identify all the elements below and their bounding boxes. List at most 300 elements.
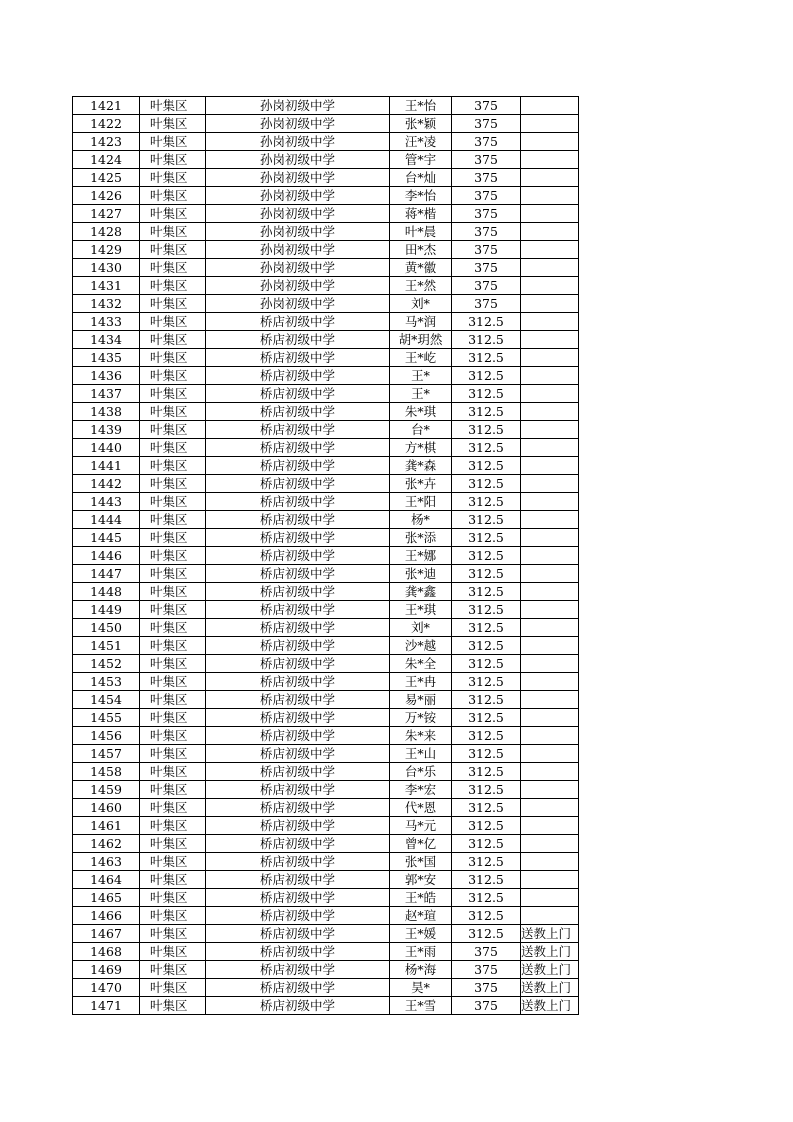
score-cell: 375 (452, 97, 521, 115)
name-cell: 沙*越 (390, 637, 452, 655)
score-cell: 312.5 (452, 421, 521, 439)
district-cell: 叶集区 (140, 511, 206, 529)
score-cell: 312.5 (452, 529, 521, 547)
district-cell: 叶集区 (140, 835, 206, 853)
school-cell: 桥店初级中学 (206, 691, 390, 709)
table-row (73, 961, 579, 979)
table-row (73, 655, 579, 673)
name-cell: 王*然 (390, 277, 452, 295)
table-row (73, 223, 579, 241)
row-number-cell: 1427 (73, 205, 140, 223)
note-cell (521, 151, 579, 169)
table-row (73, 709, 579, 727)
note-cell (521, 655, 579, 673)
district-cell: 叶集区 (140, 763, 206, 781)
note-cell (521, 565, 579, 583)
row-number-cell: 1467 (73, 925, 140, 943)
school-cell: 桥店初级中学 (206, 799, 390, 817)
district-cell: 叶集区 (140, 367, 206, 385)
table-row (73, 943, 579, 961)
name-cell: 王*媛 (390, 925, 452, 943)
row-number-cell: 1437 (73, 385, 140, 403)
score-cell: 375 (452, 115, 521, 133)
score-cell: 375 (452, 187, 521, 205)
score-cell: 312.5 (452, 403, 521, 421)
row-number-cell: 1452 (73, 655, 140, 673)
school-cell: 桥店初级中学 (206, 367, 390, 385)
district-cell: 叶集区 (140, 475, 206, 493)
school-cell: 桥店初级中学 (206, 961, 390, 979)
row-number-cell: 1453 (73, 673, 140, 691)
score-cell: 312.5 (452, 367, 521, 385)
school-cell: 桥店初级中学 (206, 727, 390, 745)
table-row (73, 493, 579, 511)
score-cell: 312.5 (452, 889, 521, 907)
table-row (73, 547, 579, 565)
district-cell: 叶集区 (140, 331, 206, 349)
score-cell: 312.5 (452, 799, 521, 817)
table-row (73, 367, 579, 385)
score-cell: 312.5 (452, 673, 521, 691)
name-cell: 曾*亿 (390, 835, 452, 853)
district-cell: 叶集区 (140, 547, 206, 565)
row-number-cell: 1466 (73, 907, 140, 925)
name-cell: 朱*琪 (390, 403, 452, 421)
note-cell (521, 601, 579, 619)
note-cell (521, 781, 579, 799)
score-cell: 375 (452, 295, 521, 313)
district-cell: 叶集区 (140, 421, 206, 439)
table-row (73, 511, 579, 529)
district-cell: 叶集区 (140, 313, 206, 331)
note-cell (521, 709, 579, 727)
row-number-cell: 1430 (73, 259, 140, 277)
district-cell: 叶集区 (140, 601, 206, 619)
score-cell: 312.5 (452, 781, 521, 799)
row-number-cell: 1425 (73, 169, 140, 187)
district-cell: 叶集区 (140, 403, 206, 421)
row-number-cell: 1455 (73, 709, 140, 727)
score-cell: 312.5 (452, 817, 521, 835)
school-cell: 桥店初级中学 (206, 781, 390, 799)
score-cell: 312.5 (452, 655, 521, 673)
row-number-cell: 1428 (73, 223, 140, 241)
row-number-cell: 1454 (73, 691, 140, 709)
score-cell: 312.5 (452, 385, 521, 403)
note-cell (521, 529, 579, 547)
note-cell (521, 763, 579, 781)
score-cell: 312.5 (452, 511, 521, 529)
district-cell: 叶集区 (140, 133, 206, 151)
name-cell: 李*怡 (390, 187, 452, 205)
table-row (73, 169, 579, 187)
table-row (73, 565, 579, 583)
name-cell: 张*颖 (390, 115, 452, 133)
name-cell: 龚*鑫 (390, 583, 452, 601)
note-cell (521, 205, 579, 223)
table-row (73, 133, 579, 151)
note-cell (521, 421, 579, 439)
school-cell: 桥店初级中学 (206, 763, 390, 781)
district-cell: 叶集区 (140, 673, 206, 691)
score-cell: 375 (452, 223, 521, 241)
name-cell: 刘* (390, 295, 452, 313)
note-cell (521, 169, 579, 187)
school-cell: 孙岗初级中学 (206, 187, 390, 205)
score-cell: 375 (452, 961, 521, 979)
school-cell: 桥店初级中学 (206, 511, 390, 529)
district-cell: 叶集区 (140, 115, 206, 133)
district-cell: 叶集区 (140, 925, 206, 943)
name-cell: 张*国 (390, 853, 452, 871)
school-cell: 桥店初级中学 (206, 421, 390, 439)
name-cell: 朱*来 (390, 727, 452, 745)
note-cell (521, 907, 579, 925)
table-row (73, 421, 579, 439)
note-cell: 送教上门 (521, 925, 579, 943)
school-cell: 桥店初级中学 (206, 475, 390, 493)
school-cell: 桥店初级中学 (206, 709, 390, 727)
district-cell: 叶集区 (140, 817, 206, 835)
school-cell: 孙岗初级中学 (206, 277, 390, 295)
row-number-cell: 1459 (73, 781, 140, 799)
district-cell: 叶集区 (140, 529, 206, 547)
district-cell: 叶集区 (140, 205, 206, 223)
school-cell: 孙岗初级中学 (206, 223, 390, 241)
score-cell: 375 (452, 151, 521, 169)
school-cell: 桥店初级中学 (206, 529, 390, 547)
table-row (73, 763, 579, 781)
district-cell: 叶集区 (140, 889, 206, 907)
table-row (73, 313, 579, 331)
table-row (73, 619, 579, 637)
score-cell: 312.5 (452, 709, 521, 727)
score-cell: 312.5 (452, 619, 521, 637)
table-row (73, 979, 579, 997)
school-cell: 桥店初级中学 (206, 817, 390, 835)
district-cell: 叶集区 (140, 277, 206, 295)
table-row (73, 637, 579, 655)
row-number-cell: 1439 (73, 421, 140, 439)
row-number-cell: 1456 (73, 727, 140, 745)
score-cell: 375 (452, 943, 521, 961)
note-cell: 送教上门 (521, 961, 579, 979)
table-row (73, 529, 579, 547)
row-number-cell: 1434 (73, 331, 140, 349)
table-row (73, 349, 579, 367)
school-cell: 孙岗初级中学 (206, 151, 390, 169)
note-cell (521, 673, 579, 691)
note-cell (521, 367, 579, 385)
district-cell: 叶集区 (140, 187, 206, 205)
row-number-cell: 1440 (73, 439, 140, 457)
name-cell: 刘* (390, 619, 452, 637)
note-cell (521, 187, 579, 205)
district-cell: 叶集区 (140, 583, 206, 601)
table-row (73, 673, 579, 691)
school-cell: 孙岗初级中学 (206, 259, 390, 277)
table-row (73, 439, 579, 457)
name-cell: 马*润 (390, 313, 452, 331)
table-row (73, 241, 579, 259)
table-row (73, 925, 579, 943)
name-cell: 蒋*楷 (390, 205, 452, 223)
name-cell: 易*丽 (390, 691, 452, 709)
district-cell: 叶集区 (140, 979, 206, 997)
name-cell: 郭*安 (390, 871, 452, 889)
note-cell (521, 385, 579, 403)
row-number-cell: 1462 (73, 835, 140, 853)
note-cell (521, 835, 579, 853)
district-cell: 叶集区 (140, 637, 206, 655)
score-cell: 312.5 (452, 439, 521, 457)
note-cell (521, 457, 579, 475)
school-cell: 桥店初级中学 (206, 619, 390, 637)
row-number-cell: 1445 (73, 529, 140, 547)
row-number-cell: 1426 (73, 187, 140, 205)
score-cell: 312.5 (452, 871, 521, 889)
note-cell (521, 475, 579, 493)
district-cell: 叶集区 (140, 655, 206, 673)
score-cell: 312.5 (452, 907, 521, 925)
table-row (73, 997, 579, 1015)
district-cell: 叶集区 (140, 619, 206, 637)
district-cell: 叶集区 (140, 439, 206, 457)
row-number-cell: 1449 (73, 601, 140, 619)
district-cell: 叶集区 (140, 853, 206, 871)
score-cell: 375 (452, 169, 521, 187)
school-cell: 桥店初级中学 (206, 871, 390, 889)
name-cell: 马*元 (390, 817, 452, 835)
note-cell (521, 619, 579, 637)
school-cell: 桥店初级中学 (206, 907, 390, 925)
district-cell: 叶集区 (140, 97, 206, 115)
table-row (73, 691, 579, 709)
row-number-cell: 1469 (73, 961, 140, 979)
score-cell: 312.5 (452, 637, 521, 655)
row-number-cell: 1460 (73, 799, 140, 817)
name-cell: 王*雪 (390, 997, 452, 1015)
table-row (73, 727, 579, 745)
name-cell: 王*屹 (390, 349, 452, 367)
row-number-cell: 1431 (73, 277, 140, 295)
note-cell (521, 547, 579, 565)
school-cell: 桥店初级中学 (206, 979, 390, 997)
row-number-cell: 1471 (73, 997, 140, 1015)
score-cell: 312.5 (452, 547, 521, 565)
score-cell: 375 (452, 205, 521, 223)
table-row (73, 853, 579, 871)
table-row (73, 457, 579, 475)
name-cell: 张*添 (390, 529, 452, 547)
note-cell (521, 349, 579, 367)
note-cell (521, 583, 579, 601)
row-number-cell: 1443 (73, 493, 140, 511)
district-cell: 叶集区 (140, 799, 206, 817)
school-cell: 桥店初级中学 (206, 349, 390, 367)
name-cell: 田*杰 (390, 241, 452, 259)
table-body (73, 97, 579, 1015)
score-cell: 375 (452, 133, 521, 151)
note-cell (521, 853, 579, 871)
name-cell: 代*恩 (390, 799, 452, 817)
school-cell: 桥店初级中学 (206, 655, 390, 673)
row-number-cell: 1433 (73, 313, 140, 331)
row-number-cell: 1447 (73, 565, 140, 583)
score-cell: 375 (452, 997, 521, 1015)
note-cell (521, 115, 579, 133)
school-cell: 桥店初级中学 (206, 439, 390, 457)
name-cell: 李*宏 (390, 781, 452, 799)
school-cell: 孙岗初级中学 (206, 241, 390, 259)
name-cell: 王*怡 (390, 97, 452, 115)
table-row (73, 115, 579, 133)
row-number-cell: 1461 (73, 817, 140, 835)
district-cell: 叶集区 (140, 457, 206, 475)
note-cell (521, 313, 579, 331)
name-cell: 龚*森 (390, 457, 452, 475)
district-cell: 叶集区 (140, 223, 206, 241)
table-row (73, 889, 579, 907)
district-cell: 叶集区 (140, 385, 206, 403)
score-cell: 375 (452, 979, 521, 997)
table-row (73, 403, 579, 421)
name-cell: 王*娜 (390, 547, 452, 565)
school-cell: 桥店初级中学 (206, 547, 390, 565)
row-number-cell: 1435 (73, 349, 140, 367)
district-cell: 叶集区 (140, 565, 206, 583)
district-cell: 叶集区 (140, 781, 206, 799)
district-cell: 叶集区 (140, 151, 206, 169)
name-cell: 昊* (390, 979, 452, 997)
note-cell (521, 259, 579, 277)
row-number-cell: 1451 (73, 637, 140, 655)
score-cell: 312.5 (452, 313, 521, 331)
district-cell: 叶集区 (140, 727, 206, 745)
table-row (73, 907, 579, 925)
district-cell: 叶集区 (140, 259, 206, 277)
school-cell: 桥店初级中学 (206, 925, 390, 943)
name-cell: 叶*晨 (390, 223, 452, 241)
district-cell: 叶集区 (140, 493, 206, 511)
note-cell (521, 97, 579, 115)
score-cell: 312.5 (452, 763, 521, 781)
name-cell: 张*卉 (390, 475, 452, 493)
name-cell: 张*迪 (390, 565, 452, 583)
row-number-cell: 1450 (73, 619, 140, 637)
table-row (73, 817, 579, 835)
name-cell: 王*山 (390, 745, 452, 763)
note-cell: 送教上门 (521, 997, 579, 1015)
row-number-cell: 1422 (73, 115, 140, 133)
district-cell: 叶集区 (140, 871, 206, 889)
table-row (73, 475, 579, 493)
school-cell: 桥店初级中学 (206, 457, 390, 475)
name-cell: 杨* (390, 511, 452, 529)
note-cell (521, 871, 579, 889)
score-cell: 312.5 (452, 457, 521, 475)
note-cell (521, 331, 579, 349)
row-number-cell: 1444 (73, 511, 140, 529)
score-cell: 312.5 (452, 475, 521, 493)
name-cell: 黄*徽 (390, 259, 452, 277)
school-cell: 孙岗初级中学 (206, 115, 390, 133)
note-cell (521, 691, 579, 709)
name-cell: 台*乐 (390, 763, 452, 781)
row-number-cell: 1470 (73, 979, 140, 997)
district-cell: 叶集区 (140, 169, 206, 187)
district-cell: 叶集区 (140, 709, 206, 727)
note-cell (521, 295, 579, 313)
name-cell: 杨*海 (390, 961, 452, 979)
note-cell (521, 241, 579, 259)
school-cell: 桥店初级中学 (206, 601, 390, 619)
table-row (73, 745, 579, 763)
name-cell: 台*灿 (390, 169, 452, 187)
score-cell: 312.5 (452, 925, 521, 943)
row-number-cell: 1432 (73, 295, 140, 313)
note-cell (521, 511, 579, 529)
note-cell (521, 637, 579, 655)
row-number-cell: 1457 (73, 745, 140, 763)
name-cell: 王*皓 (390, 889, 452, 907)
table-row (73, 151, 579, 169)
district-cell: 叶集区 (140, 691, 206, 709)
name-cell: 胡*玥然 (390, 331, 452, 349)
table-row (73, 799, 579, 817)
table-row (73, 205, 579, 223)
school-cell: 桥店初级中学 (206, 889, 390, 907)
district-cell: 叶集区 (140, 997, 206, 1015)
district-cell: 叶集区 (140, 907, 206, 925)
district-cell: 叶集区 (140, 745, 206, 763)
table-row (73, 97, 579, 115)
row-number-cell: 1468 (73, 943, 140, 961)
note-cell (521, 745, 579, 763)
row-number-cell: 1464 (73, 871, 140, 889)
school-cell: 桥店初级中学 (206, 745, 390, 763)
note-cell (521, 133, 579, 151)
note-cell (521, 727, 579, 745)
note-cell (521, 439, 579, 457)
name-cell: 王*阳 (390, 493, 452, 511)
district-cell: 叶集区 (140, 943, 206, 961)
row-number-cell: 1441 (73, 457, 140, 475)
score-cell: 312.5 (452, 493, 521, 511)
row-number-cell: 1463 (73, 853, 140, 871)
table-row (73, 583, 579, 601)
score-cell: 312.5 (452, 583, 521, 601)
name-cell: 王*琪 (390, 601, 452, 619)
row-number-cell: 1442 (73, 475, 140, 493)
table-row (73, 385, 579, 403)
school-cell: 桥店初级中学 (206, 565, 390, 583)
school-cell: 桥店初级中学 (206, 385, 390, 403)
score-cell: 375 (452, 277, 521, 295)
row-number-cell: 1458 (73, 763, 140, 781)
score-cell: 312.5 (452, 691, 521, 709)
district-cell: 叶集区 (140, 349, 206, 367)
score-cell: 375 (452, 241, 521, 259)
note-cell: 送教上门 (521, 979, 579, 997)
school-cell: 桥店初级中学 (206, 835, 390, 853)
note-cell (521, 403, 579, 421)
name-cell: 万*铵 (390, 709, 452, 727)
table-row (73, 835, 579, 853)
name-cell: 汪*凌 (390, 133, 452, 151)
note-cell (521, 493, 579, 511)
note-cell (521, 889, 579, 907)
